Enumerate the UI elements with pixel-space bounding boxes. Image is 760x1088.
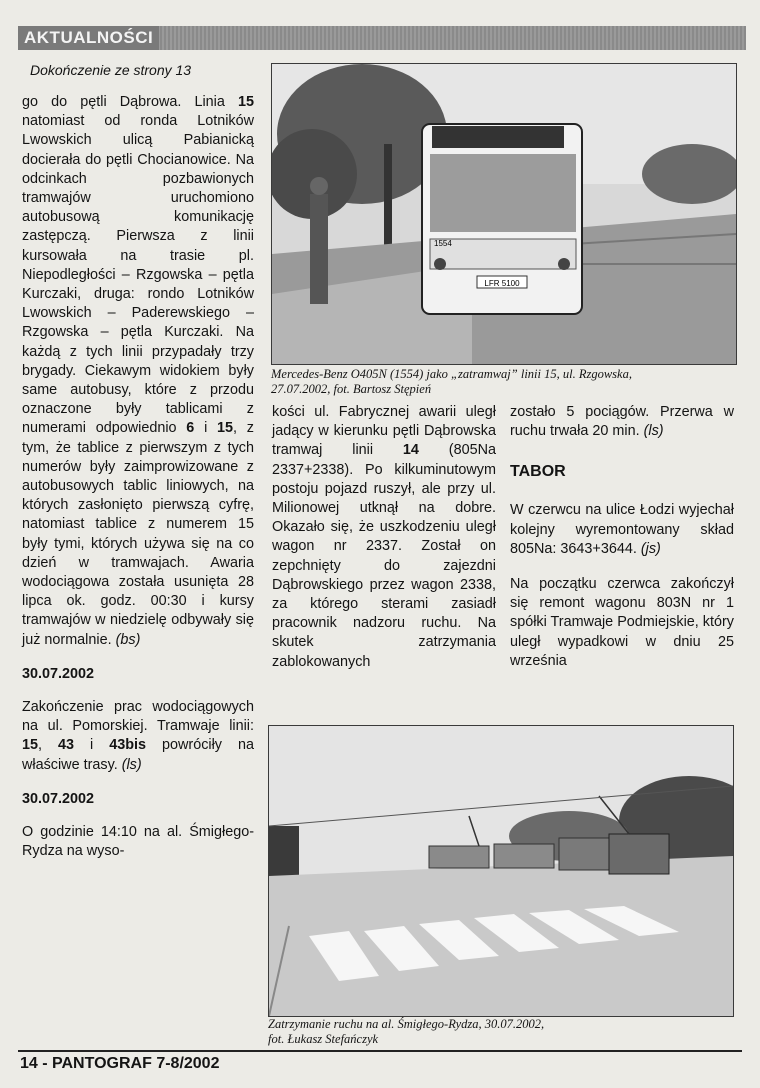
column-3 (510, 403, 734, 671)
column-1 (22, 56, 254, 861)
column-2 (272, 403, 496, 672)
section-title: AKTUALNOŚCI (18, 26, 159, 50)
bus-number-text: 1554 (434, 239, 452, 248)
tram-photo-caption: Zatrzymanie ruchu na al. Śmigłego-Rydza, 30.07.2002, fot. Łukasz Stefańczyk (268, 1017, 545, 1046)
bus-photo-caption: Mercedes-Benz O405N (1554) jako „zatramwaj” linii 15, ul. Rzgowska, 27.07.2002, fot. Bartosz Stępień (271, 367, 632, 396)
section-heading-tabor: TABOR (510, 463, 566, 481)
article-paragraph: W czerwcu na ulice Łodzi wyjechał kolejny wyremontowany skład 805Na: 3643+3644. (js) (510, 502, 734, 557)
date-heading: 30.07.2002 (22, 665, 95, 682)
article-paragraph: kości ul. Fabrycznej awarii uległ jadący w kierunku pętli Dąbrowska tramwaj linii 14 (805Na 2337+2338). Po kilkuminutowym postoju pojazd ruszył, ale przy ul. Milionowej utknął na dobre. Okazało się, że uszkodzeniu uległ wagon nr 2337. Został on zepchnięty do zajezdni Dąbrowskiego przez wagon 2338, za którego sterami zasiadł pracownik nadzoru ruchu. Na skutek zatrzymania zablokowanych (272, 404, 496, 670)
date-heading: 30.07.2002 (22, 790, 95, 807)
footer-divider (18, 1050, 742, 1052)
tram-photo (268, 725, 734, 1017)
continued-note: Dokończenie ze strony 13 (30, 62, 192, 78)
article-paragraph: go do pętli Dąbrowa. Linia 15 natomiast od ronda Lotników Lwowskich ulicą Pabianicką docierała do pętli Chocianowice. Na odcinkach pozbawionych tramwajów uruchomiono autobusową komunikację zastępczą. Pierwsza z linii kursowała na trasie pl. Niepodległości – Rzgowska – pętla Kurczaki, druga: rondo Lotników Lwowskich – Paderewskiego – Rzgowska – pętla Kurczaki. Na każdą z tych linii przypadały trzy brygady. Ciekawym widokiem były same autobusy, które z przodu oznaczone były tablicami z numerami odpowiednio 6 i 15, z tym, że tablice z pierwszym z tych numerów były zaimprowizowane z autobusowych tablic liniowych, na których zasłonięto pierwszą cyfrę, natomiast tablice z numerem 15 były tymi, których używa się na co dzień w tramwajach. Awaria wodociągowa została usunięta 28 lipca ok. godz. 00:30 i kursy tramwajów w niedzielę odbywały się już normalnie. (bs) (22, 94, 254, 648)
page-footer: 14 - PANTOGRAF 7-8/2002 (20, 1055, 220, 1072)
article-paragraph: Na początku czerwca zakończył się remont wagonu 803N nr 1 spółki Tramwaje Podmiejskie, który uległ wypadkowi w dniu 25 września (510, 576, 734, 669)
bus-plate-text: LFR 5100 (484, 279, 520, 288)
article-paragraph: zostało 5 pociągów. Przerwa w ruchu trwała 20 min. (ls) (510, 404, 734, 440)
article-paragraph: Zakończenie prac wodociągowych na ul. Pomorskiej. Tramwaje linii: 15, 43 i 43bis powróciły na właściwe trasy. (ls) (22, 698, 255, 773)
bus-photo (271, 63, 737, 365)
article-paragraph: O godzinie 14:10 na al. Śmigłego-Rydza na wyso- (22, 823, 254, 859)
